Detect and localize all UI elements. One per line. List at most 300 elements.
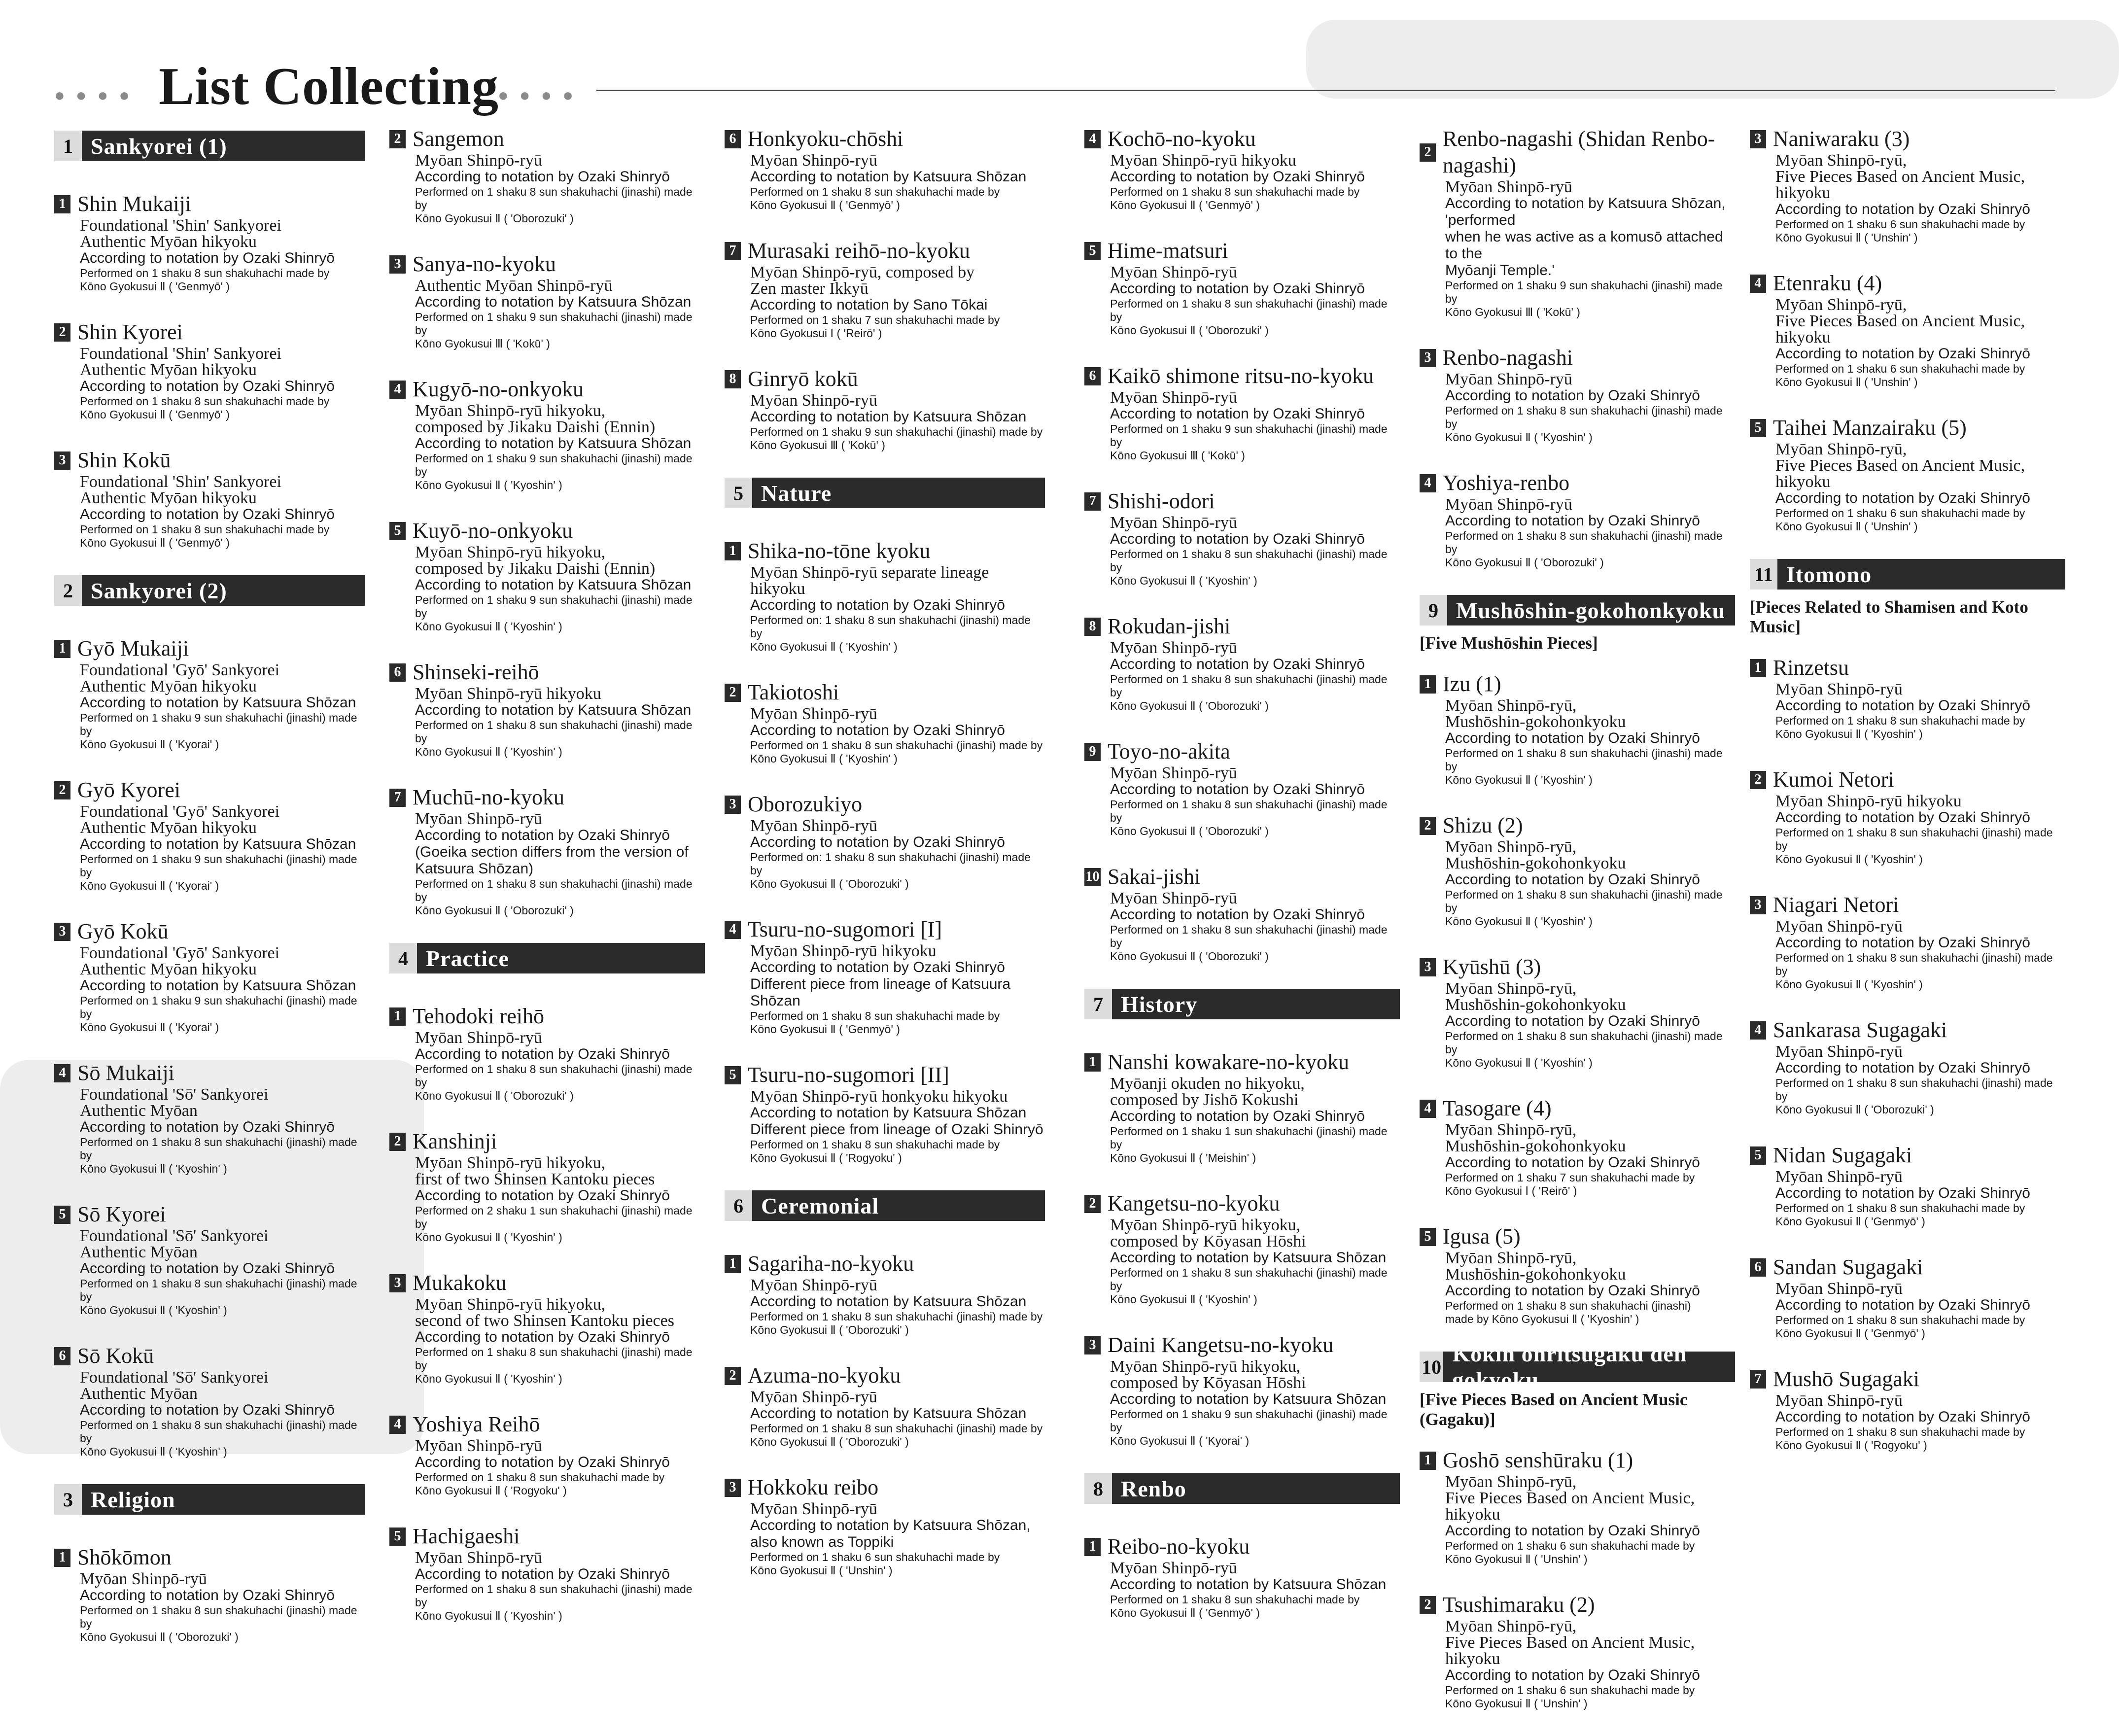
track-number: 1 — [389, 1007, 406, 1026]
track-title: Toyo-no-akita — [1108, 739, 1230, 764]
performance-note: Performed on 1 shaku 8 sun shakuhachi (jinashi) made by — [80, 1604, 357, 1630]
notation-source: According to notation by Ozaki Shinryō — [750, 722, 1005, 738]
notation-source: According to notation by Ozaki Shinryō — [750, 597, 1005, 613]
track-number: 2 — [1420, 817, 1436, 835]
track-description: Myōan Shinpō-ryū — [750, 1276, 877, 1294]
section-header — [54, 131, 365, 161]
header-dots-right: ●●●● — [498, 85, 584, 105]
instrument-maker: made by Kōno Gyokusui Ⅱ ( 'Kyoshin' ) — [1445, 1313, 1639, 1325]
track-title: Murasaki reihō-no-kyoku — [748, 239, 970, 263]
track-description: Mushōshin-gokohonkyoku — [1445, 713, 1626, 731]
header-dots-left: ●●●● — [54, 85, 140, 105]
track-description: Authentic Myōan hikyoku — [80, 233, 257, 251]
track-description: Authentic Myōan — [80, 1385, 198, 1403]
performance-note: Performed on 1 shaku 8 sun shakuhachi made by — [1110, 185, 1360, 198]
track-title: Shōkōmon — [77, 1545, 172, 1569]
instrument-maker: Kōno Gyokusui Ⅱ ( 'Kyoshin' ) — [750, 752, 898, 765]
track-title: Sakai-jishi — [1108, 865, 1201, 889]
track-title: Gyō Mukaiji — [77, 636, 189, 660]
notation-source: According to notation by Ozaki Shinryō — [1110, 169, 1365, 185]
instrument-maker: Kōno Gyokusui Ⅱ ( 'Kyoshin' ) — [1775, 978, 1923, 991]
track-title: Daini Kangetsu-no-kyoku — [1108, 1333, 1334, 1357]
track-title-row — [389, 251, 705, 278]
track-title-row — [389, 376, 705, 403]
notation-source: According to notation by Ozaki Shinryō — [415, 1329, 670, 1345]
track-title-row — [389, 126, 705, 152]
track-description: Myōan Shinpō-ryū — [1110, 388, 1237, 407]
track-description: composed by Jikaku Daishi (Ennin) — [415, 418, 656, 436]
performance-note: Performed on 1 shaku 8 sun shakuhachi (jinashi) made by — [1775, 951, 2053, 977]
track-title-row — [389, 1523, 705, 1550]
instrument-maker: Kōno Gyokusui Ⅱ ( 'Genmyō' ) — [1110, 1606, 1260, 1619]
track-number: 9 — [1084, 743, 1101, 761]
instrument-maker: Kōno Gyokusui Ⅱ ( 'Kyorai' ) — [80, 738, 219, 751]
track-title: Mukakoku — [413, 1271, 507, 1295]
track-title: Nidan Sugagaki — [1773, 1143, 1912, 1167]
track-title: Kugyō-no-onkyoku — [413, 377, 584, 401]
track-description: Myōan Shinpō-ryū — [1775, 1168, 1903, 1186]
track-title: Shizu (2) — [1443, 813, 1523, 837]
track-title-row — [1750, 655, 2065, 681]
section-number: 4 — [389, 943, 417, 973]
track-item — [54, 319, 365, 421]
section-name: Mushōshin-gokohonkyoku — [1456, 597, 1726, 623]
section-number: 1 — [54, 131, 82, 161]
track-description: Myōan Shinpō-ryū hikyoku — [415, 685, 601, 703]
track-description: Zen master Ikkyū — [750, 279, 868, 298]
performance-note: Performed on 1 shaku 8 sun shakuhachi (jinashi) made by — [415, 185, 693, 211]
section-number: 11 — [1750, 559, 1777, 590]
performance-note: Performed on 1 shaku 6 sun shakuhachi made by — [1445, 1539, 1695, 1552]
track-title-row — [725, 1250, 1045, 1277]
track-number: 1 — [1750, 659, 1766, 677]
notation-source: According to notation by Ozaki Shinryō — [80, 1402, 335, 1418]
track-number: 2 — [725, 684, 741, 702]
track-title: Rinzetsu — [1773, 656, 1849, 680]
track-item — [1084, 1533, 1400, 1620]
track-title: Sanya-no-kyoku — [413, 252, 556, 276]
instrument-maker: Kōno Gyokusui Ⅱ ( 'Unshin' ) — [1775, 520, 1918, 533]
notation-source: According to notation by Ozaki Shinryō — [1445, 1283, 1700, 1299]
track-title: Sandan Sugagaki — [1773, 1255, 1923, 1279]
instrument-maker: Kōno Gyokusui Ⅱ ( 'Rogyoku' ) — [1775, 1439, 1927, 1452]
track-number: 6 — [1750, 1258, 1766, 1277]
track-description: Myōan Shinpō-ryū — [1110, 263, 1237, 281]
notation-source: Myōanji Temple.' — [1445, 262, 1555, 278]
instrument-maker: Kōno Gyokusui Ⅱ ( 'Kyoshin' ) — [1110, 1293, 1257, 1306]
instrument-maker: Kōno Gyokusui Ⅱ ( 'Oborozuki' ) — [1110, 324, 1269, 337]
track-title-row — [1750, 1142, 2065, 1169]
performance-note: Performed on 1 shaku 9 sun shakuhachi (jinashi) made by — [1445, 279, 1723, 305]
track-item — [389, 1411, 705, 1497]
track-item — [1420, 1095, 1735, 1198]
track-number: 5 — [389, 1528, 406, 1546]
instrument-maker: Kōno Gyokusui Ⅱ ( 'Kyoshin' ) — [415, 479, 562, 491]
notation-source: According to notation by Sano Tōkai — [750, 297, 988, 313]
notation-source: According to notation by Ozaki Shinryō — [1445, 730, 1700, 746]
track-title: Sō Mukaiji — [77, 1061, 174, 1085]
track-item — [1750, 126, 2065, 244]
track-title: Shin Mukaiji — [77, 192, 192, 216]
section-number: 5 — [725, 478, 752, 508]
track-description: Myōan Shinpō-ryū honkyoku hikyoku — [750, 1087, 1008, 1106]
track-description: composed by Jikaku Daishi (Ennin) — [415, 559, 656, 578]
track-description: Myōan Shinpō-ryū — [1445, 495, 1572, 514]
instrument-maker: Kōno Gyokusui Ⅱ ( 'Kyoshin' ) — [415, 1372, 562, 1385]
track-item — [1084, 126, 1400, 212]
track-description: Myōan Shinpō-ryū hikyoku — [1775, 792, 1962, 810]
notation-source: According to notation by Ozaki Shinryō — [1775, 809, 2030, 826]
section-name: History — [1121, 991, 1198, 1017]
notation-source: According to notation by Ozaki Shinryō — [1775, 1185, 2030, 1201]
track-title-row — [725, 791, 1045, 818]
performance-note: Performed on 1 shaku 8 sun shakuhachi (jinashi) made by — [1110, 548, 1388, 574]
track-title-row — [1750, 1366, 2065, 1392]
instrument-maker: Kōno Gyokusui Ⅱ ( 'Genmyō' ) — [750, 199, 900, 211]
instrument-maker: Kōno Gyokusui Ⅱ ( 'Oborozuki' ) — [1110, 699, 1269, 712]
track-item — [725, 791, 1045, 891]
track-title-row — [1084, 238, 1400, 264]
track-number: 5 — [1750, 1146, 1766, 1165]
column-1 — [54, 126, 365, 1669]
performance-note: Performed on 1 shaku 8 sun shakuhachi (jinashi) made by — [1445, 404, 1723, 430]
instrument-maker: Kōno Gyokusui Ⅱ ( 'Oborozuki' ) — [415, 904, 574, 917]
track-title: Renbo-nagashi (Shidan Renbo-nagashi) — [1443, 127, 1715, 177]
instrument-maker: Kōno Gyokusui Ⅱ ( 'Rogyoku' ) — [415, 1484, 567, 1497]
performance-note: Performed on 1 shaku 9 sun shakuhachi (jinashi) made by — [415, 593, 693, 620]
instrument-maker: Kōno Gyokusui Ⅱ ( 'Oborozuki' ) — [80, 1631, 239, 1643]
track-item — [1420, 1223, 1735, 1326]
track-number: 2 — [389, 130, 406, 148]
performance-note: Performed on 1 shaku 8 sun shakuhachi (jinashi) made by — [80, 1136, 357, 1162]
track-description: Foundational 'Sō' Sankyorei — [80, 1085, 269, 1104]
notation-source: According to notation by Ozaki Shinryō — [750, 834, 1005, 850]
track-number: 3 — [1750, 896, 1766, 914]
track-description: Foundational 'Shin' Sankyorei — [80, 345, 281, 363]
track-description: Foundational 'Sō' Sankyorei — [80, 1227, 269, 1245]
track-title: Yoshiya Reihō — [413, 1412, 540, 1436]
track-title-row — [1750, 270, 2065, 297]
performance-note: Performed on 1 shaku 8 sun shakuhachi made by — [80, 523, 330, 536]
performance-note: Performed on 1 shaku 8 sun shakuhachi (jinashi) — [1445, 1299, 1691, 1312]
track-title: Yoshiya-renbo — [1443, 471, 1570, 495]
section-number: 7 — [1084, 989, 1112, 1019]
notation-source: According to notation by Katsuura Shōzan — [1110, 1576, 1387, 1593]
notation-source: According to notation by Katsuura Shōzan, — [750, 1517, 1031, 1533]
notation-source: According to notation by Ozaki Shinryō — [1775, 1409, 2030, 1425]
track-title-row — [1420, 671, 1735, 697]
track-description: Authentic Myōan hikyoku — [80, 361, 257, 379]
instrument-maker: Kōno Gyokusui Ⅱ ( 'Oborozuki' ) — [1110, 950, 1269, 963]
performance-note: Performed on 1 shaku 6 sun shakuhachi made by — [750, 1551, 1000, 1563]
performance-note: Performed on 1 shaku 8 sun shakuhachi (jinashi) made by — [415, 1063, 693, 1089]
notation-source: According to notation by Ozaki Shinryō — [1445, 871, 1700, 888]
instrument-maker: Kōno Gyokusui Ⅱ ( 'Kyorai' ) — [1110, 1434, 1250, 1447]
track-description: composed by Kōyasan Hōshi — [1110, 1374, 1306, 1392]
track-item — [725, 1250, 1045, 1337]
instrument-maker: Kōno Gyokusui Ⅱ ( 'Unshin' ) — [1445, 1697, 1588, 1710]
track-number: 5 — [389, 522, 406, 540]
performance-note: Performed on 1 shaku 8 sun shakuhachi made by — [1775, 1425, 2025, 1438]
track-title: Sō Kyorei — [77, 1202, 166, 1226]
track-title-row — [1420, 345, 1735, 371]
notation-source: According to notation by Katsuura Shōzan — [1110, 1250, 1387, 1266]
track-title: Shin Kokū — [77, 448, 171, 472]
performance-note: Performed on 1 shaku 8 sun shakuhachi (jinashi) made by — [80, 1419, 357, 1445]
track-title: Tehodoki reihō — [413, 1004, 544, 1028]
track-title-row — [725, 538, 1045, 564]
track-title: Niagari Netori — [1773, 893, 1899, 917]
performance-note: Performed on 1 shaku 8 sun shakuhachi made by — [1775, 714, 2025, 727]
track-description: Foundational 'Shin' Sankyorei — [80, 473, 281, 491]
track-item — [1084, 738, 1400, 838]
notation-source: According to notation by Katsuura Shōzan — [750, 169, 1027, 185]
instrument-maker: Kōno Gyokusui Ⅱ ( 'Kyoshin' ) — [80, 1162, 227, 1175]
track-description: Mushōshin-gokohonkyoku — [1445, 854, 1626, 872]
notation-source: According to notation by Katsuura Shōzan — [1110, 1391, 1387, 1407]
section-header — [389, 943, 705, 973]
track-description: Myōan Shinpō-ryū hikyoku, — [415, 1295, 606, 1314]
track-description: Myōan Shinpō-ryū — [750, 817, 877, 835]
track-title-row — [54, 1201, 365, 1228]
track-item — [1750, 1366, 2065, 1452]
track-title: Hokkoku reibo — [748, 1475, 879, 1499]
track-description: Five Pieces Based on Ancient Music, hikyoku — [1445, 1489, 1695, 1524]
section-subtitle: [Five Pieces Based on Ancient Music (Gagaku)] — [1420, 1390, 1688, 1429]
track-description: Authentic Myōan — [80, 1243, 198, 1261]
performance-note: Performed on 1 shaku 8 sun shakuhachi (jinashi) made by — [750, 1422, 1043, 1435]
track-description: Myōan Shinpō-ryū — [415, 1437, 542, 1455]
track-item — [389, 251, 705, 350]
track-title: Rokudan-jishi — [1108, 614, 1231, 638]
track-title-row — [725, 1062, 1045, 1088]
track-number: 6 — [1084, 367, 1101, 385]
performance-note: Performed on: 1 shaku 8 sun shakuhachi (jinashi) made by — [750, 851, 1031, 877]
instrument-maker: Kōno Gyokusui Ⅱ ( 'Oborozuki' ) — [1110, 825, 1269, 837]
notation-source: According to notation by Ozaki Shinryō — [1775, 490, 2030, 506]
track-number: 2 — [389, 1133, 406, 1151]
instrument-maker: Kōno Gyokusui Ⅱ ( 'Genmyō' ) — [80, 536, 230, 549]
track-description: Myōan Shinpō-ryū separate lineage hikyoku — [750, 563, 989, 598]
track-title-row — [1750, 126, 2065, 152]
track-number: 3 — [389, 1274, 406, 1292]
notation-source: According to notation by Ozaki Shinryō — [415, 1046, 670, 1062]
track-title-row — [54, 1544, 365, 1571]
section-name: Nature — [761, 480, 832, 506]
section-number: 8 — [1084, 1473, 1112, 1504]
notation-source: According to notation by Ozaki Shinryō — [1110, 406, 1365, 422]
performance-note: Performed on 1 shaku 8 sun shakuhachi (jinashi) made by — [750, 739, 1043, 752]
notation-source: According to notation by Ozaki Shinryō — [1110, 781, 1365, 798]
instrument-maker: Kōno Gyokusui Ⅱ ( 'Genmyō' ) — [750, 1023, 900, 1036]
track-number: 2 — [1750, 771, 1766, 789]
track-description: Five Pieces Based on Ancient Music, hikyoku — [1445, 1633, 1695, 1668]
performance-note: Performed on 1 shaku 1 sun shakuhachi (jinashi) made by — [1110, 1125, 1388, 1151]
instrument-maker: Kōno Gyokusui Ⅱ ( 'Kyorai' ) — [80, 1021, 219, 1034]
track-description: Myōan Shinpō-ryū, — [1445, 1473, 1577, 1491]
notation-source: Different piece from lineage of Ozaki Shinryō — [750, 1121, 1043, 1138]
track-title-row — [1420, 1592, 1735, 1618]
track-item — [1750, 1142, 2065, 1228]
section-name: Kokin onritsugaku den gokyoku — [1452, 1341, 1687, 1392]
track-number: 4 — [389, 1416, 406, 1434]
track-item — [1084, 363, 1400, 462]
track-number: 10 — [1084, 868, 1101, 886]
track-item — [1084, 613, 1400, 713]
track-number: 2 — [54, 781, 70, 799]
track-title: Etenraku (4) — [1773, 271, 1882, 295]
track-title: Shin Kyorei — [77, 320, 183, 344]
track-number: 3 — [389, 255, 406, 274]
performance-note: Performed on 1 shaku 9 sun shakuhachi (jinashi) made by — [80, 994, 357, 1020]
instrument-maker: Kōno Gyokusui Ⅱ ( 'Unshin' ) — [750, 1564, 893, 1577]
track-title: Sangemon — [413, 127, 504, 151]
track-description: Authentic Myōan hikyoku — [80, 677, 257, 695]
instrument-maker: Kōno Gyokusui Ⅲ ( 'Kokū' ) — [415, 337, 550, 350]
performance-note: Performed on 1 shaku 9 sun shakuhachi (jinashi) made by — [80, 853, 357, 879]
performance-note: Performed on 1 shaku 8 sun shakuhachi (jinashi) made by — [1445, 1030, 1723, 1056]
track-item — [725, 1062, 1045, 1165]
notation-source: According to notation by Ozaki Shinryō — [1110, 280, 1365, 297]
track-title-row — [1084, 738, 1400, 765]
track-title: Muchū-no-kyoku — [413, 785, 564, 809]
track-title-row — [1420, 954, 1735, 980]
notation-source: According to notation by Katsuura Shōzan — [750, 1405, 1027, 1422]
notation-source: According to notation by Ozaki Shinryō — [80, 250, 335, 266]
track-title-row — [1084, 1049, 1400, 1076]
track-number: 3 — [54, 923, 70, 941]
track-title-row — [1420, 470, 1735, 496]
section-header — [1420, 1341, 1735, 1392]
track-title-row — [1750, 1254, 2065, 1281]
notation-source: According to notation by Katsuura Shōzan — [415, 435, 692, 451]
track-item — [1420, 1447, 1735, 1566]
section-header — [1084, 1473, 1400, 1504]
track-description: Myōan Shinpō-ryū, composed by — [750, 263, 975, 281]
track-item — [54, 1544, 365, 1644]
instrument-maker: Kōno Gyokusui Ⅱ ( 'Oborozuki' ) — [415, 212, 574, 225]
section-header — [1084, 989, 1400, 1019]
track-item — [54, 1060, 365, 1176]
notation-source: Different piece from lineage of Katsuura Shōzan — [750, 976, 1011, 1009]
track-description: Myōan Shinpō-ryū — [1445, 370, 1572, 388]
track-description: Myōan Shinpō-ryū — [1110, 1559, 1237, 1577]
track-description: Myōan Shinpō-ryū — [415, 1549, 542, 1567]
track-number: 3 — [1420, 349, 1436, 367]
track-number: 3 — [1084, 1336, 1101, 1354]
track-title: Kochō-no-kyoku — [1108, 127, 1256, 151]
track-item — [1750, 1017, 2065, 1116]
track-item — [389, 1523, 705, 1623]
track-description: composed by Kōyasan Hōshi — [1110, 1232, 1306, 1250]
notation-source: According to notation by Katsuura Shōzan — [750, 1293, 1027, 1310]
track-title-row — [1084, 1190, 1400, 1217]
notation-source: According to notation by Katsuura Shōzan — [415, 702, 692, 718]
track-title: Honkyoku-chōshi — [748, 127, 903, 151]
track-number: 5 — [54, 1206, 70, 1224]
notation-source: According to notation by Katsuura Shōzan — [415, 577, 692, 593]
section-header — [725, 478, 1045, 508]
performance-note: Performed on 1 shaku 8 sun shakuhachi (jinashi) made by — [1110, 1266, 1388, 1292]
track-title-row — [1084, 363, 1400, 389]
instrument-maker: Kōno Gyokusui Ⅱ ( 'Genmyō' ) — [1775, 1327, 1925, 1340]
track-description: Myōan Shinpō-ryū, — [1445, 1249, 1577, 1267]
track-number: 5 — [1420, 1228, 1436, 1246]
performance-note: Performed on 1 shaku 9 sun shakuhachi (jinashi) made by — [1110, 422, 1388, 449]
track-description: Five Pieces Based on Ancient Music, hikyoku — [1775, 312, 2025, 347]
performance-note: Performed on 1 shaku 8 sun shakuhachi (jinashi) made by — [415, 719, 693, 745]
track-item — [1750, 1254, 2065, 1340]
track-title-row — [725, 1362, 1045, 1389]
performance-note: Performed on 1 shaku 9 sun shakuhachi (jinashi) made by — [415, 311, 693, 337]
track-description: Foundational 'Gyō' Sankyorei — [80, 661, 280, 679]
track-number: 3 — [1420, 958, 1436, 976]
track-title-row — [1084, 488, 1400, 515]
performance-note: Performed on 1 shaku 9 sun shakuhachi (jinashi) made by — [415, 452, 693, 478]
section-header — [1750, 559, 2065, 590]
instrument-maker: Kōno Gyokusui Ⅱ ( 'Oborozuki' ) — [750, 1323, 909, 1336]
track-description: Authentic Myōan hikyoku — [80, 819, 257, 837]
track-item — [725, 366, 1045, 452]
track-item — [389, 376, 705, 492]
track-title: Nanshi kowakare-no-kyoku — [1108, 1050, 1349, 1074]
column-4 — [1084, 126, 1400, 1645]
notation-source: According to notation by Ozaki Shinryō — [80, 1587, 335, 1603]
performance-note: Performed on 1 shaku 8 sun shakuhachi made by — [1775, 1202, 2025, 1215]
notation-source: when he was active as a komusō attached to the — [1445, 229, 1723, 262]
track-item — [725, 126, 1045, 212]
track-description: second of two Shinsen Kantoku pieces — [415, 1312, 674, 1330]
track-item — [1084, 1332, 1400, 1448]
track-title: Renbo-nagashi — [1443, 346, 1573, 370]
track-description: Myōan Shinpō-ryū hikyoku — [750, 942, 937, 960]
track-description: Myōan Shinpō-ryū, — [1445, 1617, 1577, 1635]
instrument-maker: Kōno Gyokusui Ⅱ ( 'Oborozuki' ) — [750, 1435, 909, 1448]
section-header — [1420, 595, 1735, 625]
column-2 — [389, 126, 705, 1648]
track-number: 2 — [1420, 1596, 1436, 1614]
instrument-maker: Kōno Gyokusui Ⅱ ( 'Rogyoku' ) — [750, 1151, 902, 1164]
performance-note: Performed on 1 shaku 8 sun shakuhachi made by — [750, 185, 1000, 198]
instrument-maker: Kōno Gyokusui Ⅱ ( 'Genmyō' ) — [80, 408, 230, 421]
notation-source: According to notation by Ozaki Shinryō — [1445, 1013, 1700, 1029]
track-number: 6 — [389, 663, 406, 682]
performance-note: Performed on 1 shaku 8 sun shakuhachi (jinashi) made by — [1110, 297, 1388, 323]
track-description: Myōan Shinpō-ryū — [750, 705, 877, 723]
notation-source: According to notation by Ozaki Shinryō — [80, 1119, 335, 1135]
track-item — [1420, 954, 1735, 1070]
track-description: Foundational 'Gyō' Sankyorei — [80, 802, 280, 821]
section-name: Sankyorei (2) — [91, 578, 227, 603]
track-title-row — [54, 191, 365, 217]
instrument-maker: Kōno Gyokusui Ⅱ ( 'Genmyō' ) — [80, 280, 230, 293]
column-3 — [725, 126, 1045, 1603]
track-item — [725, 538, 1045, 654]
track-title: Oborozukiyo — [748, 792, 863, 816]
notation-source: According to notation by Katsuura Shōzan — [750, 409, 1027, 425]
performance-note: Performed on 1 shaku 8 sun shakuhachi made by — [1110, 1593, 1360, 1606]
track-description: Myōan Shinpō-ryū — [415, 810, 542, 828]
track-description: Myōan Shinpō-ryū — [1110, 639, 1237, 657]
track-number: 7 — [1750, 1370, 1766, 1389]
track-title: Azuma-no-kyoku — [748, 1363, 901, 1388]
header-rule — [596, 90, 2055, 91]
section-subtitle: [Five Mushōshin Pieces] — [1420, 633, 1598, 653]
track-item — [389, 659, 705, 759]
track-number: 4 — [725, 921, 741, 939]
section-header — [725, 1190, 1045, 1221]
section-name: Renbo — [1121, 1476, 1186, 1501]
